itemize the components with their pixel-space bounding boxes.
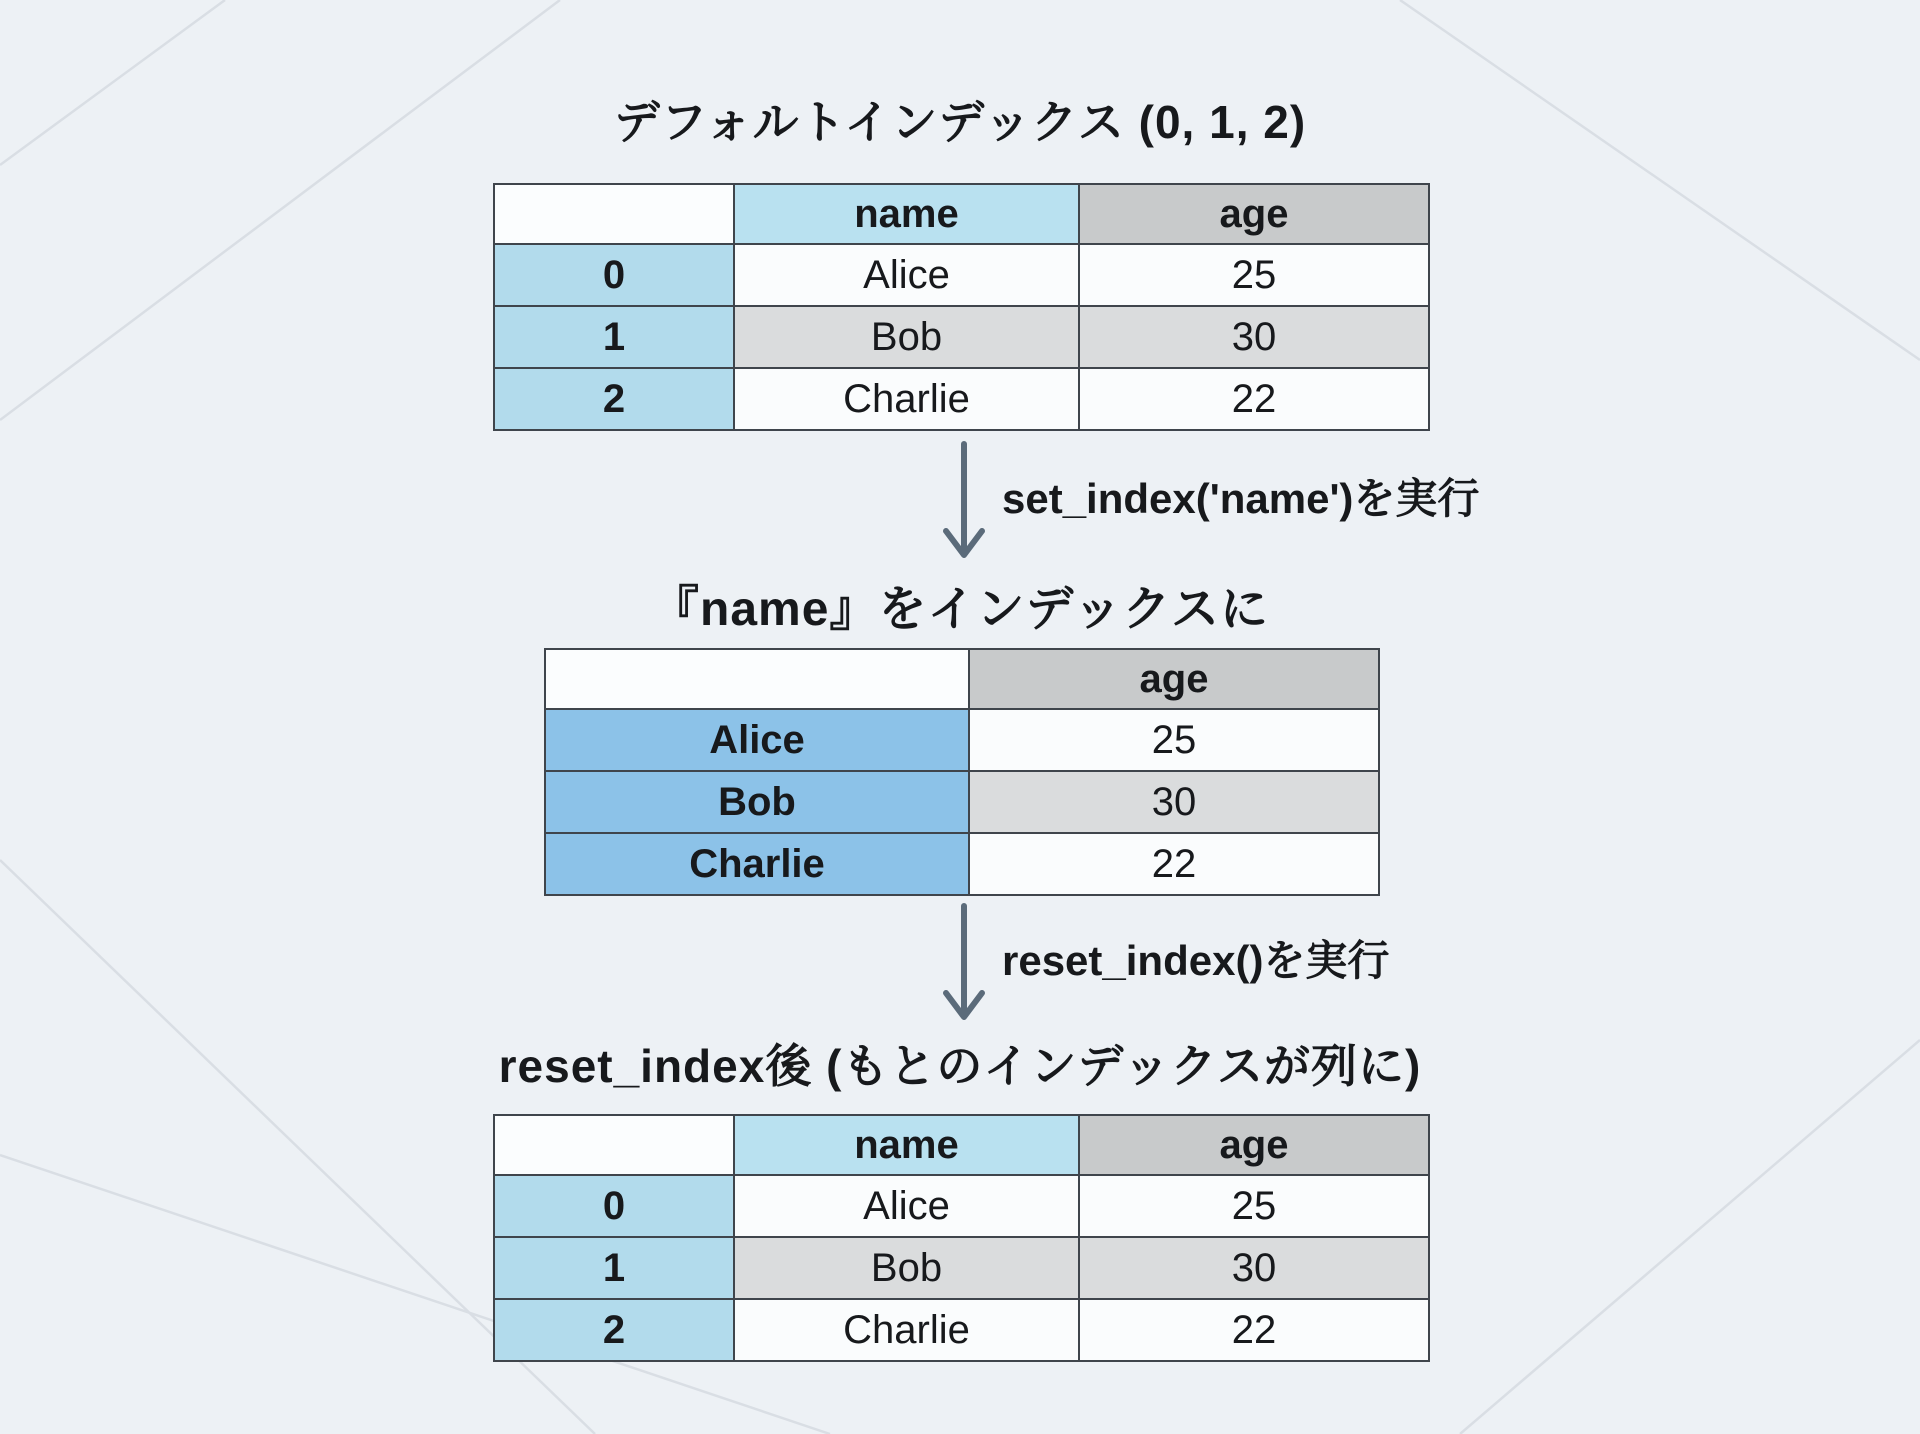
data-cell-name: Bob <box>734 306 1079 368</box>
down-arrow-icon <box>940 903 988 1023</box>
column-header-age: age <box>1079 1115 1429 1175</box>
index-cell: 2 <box>494 1299 734 1361</box>
data-cell-name: Charlie <box>734 368 1079 430</box>
index-cell: Charlie <box>545 833 969 895</box>
arrow2-label: reset_index()を実行 <box>1002 937 1390 984</box>
data-cell-age: 25 <box>969 709 1379 771</box>
corner-cell <box>545 649 969 709</box>
table-row <box>494 368 1429 430</box>
data-cell-name: Charlie <box>734 1299 1079 1361</box>
corner-cell <box>494 184 734 244</box>
step1-title: デフォルトインデックス (0, 1, 2) <box>613 96 1307 148</box>
table-row <box>545 709 1379 771</box>
index-cell: 1 <box>494 1237 734 1299</box>
data-cell-name: Alice <box>734 244 1079 306</box>
column-header-name: name <box>734 1115 1079 1175</box>
column-header-age: age <box>1079 184 1429 244</box>
data-cell-age: 22 <box>1079 1299 1429 1361</box>
data-cell-name: Alice <box>734 1175 1079 1237</box>
index-cell: Bob <box>545 771 969 833</box>
header-row <box>545 649 1379 709</box>
table-row <box>494 1299 1429 1361</box>
table-reset-index <box>493 1114 1430 1362</box>
arrow1-label: set_index('name')を実行 <box>1002 475 1480 522</box>
table-row <box>494 306 1429 368</box>
data-cell-age: 30 <box>1079 306 1429 368</box>
data-cell-name: Bob <box>734 1237 1079 1299</box>
table-row <box>494 1237 1429 1299</box>
table-name-index <box>544 648 1380 896</box>
index-cell: 1 <box>494 306 734 368</box>
data-cell-age: 30 <box>1079 1237 1429 1299</box>
header-row <box>494 1115 1429 1175</box>
index-cell: 2 <box>494 368 734 430</box>
column-header-name: name <box>734 184 1079 244</box>
table-default-index <box>493 183 1430 431</box>
corner-cell <box>494 1115 734 1175</box>
down-arrow-icon <box>940 441 988 561</box>
data-cell-age: 22 <box>969 833 1379 895</box>
table-row <box>494 244 1429 306</box>
index-cell: 0 <box>494 1175 734 1237</box>
data-cell-age: 25 <box>1079 244 1429 306</box>
table-row <box>545 771 1379 833</box>
index-cell: Alice <box>545 709 969 771</box>
data-cell-age: 25 <box>1079 1175 1429 1237</box>
table-row <box>494 1175 1429 1237</box>
header-row <box>494 184 1429 244</box>
table-row <box>545 833 1379 895</box>
step3-title: reset_index後 (もとのインデックスが列に) <box>498 1040 1422 1092</box>
step2-title: 『name』をインデックスに <box>651 583 1269 636</box>
index-cell: 0 <box>494 244 734 306</box>
data-cell-age: 22 <box>1079 368 1429 430</box>
data-cell-age: 30 <box>969 771 1379 833</box>
column-header-age: age <box>969 649 1379 709</box>
